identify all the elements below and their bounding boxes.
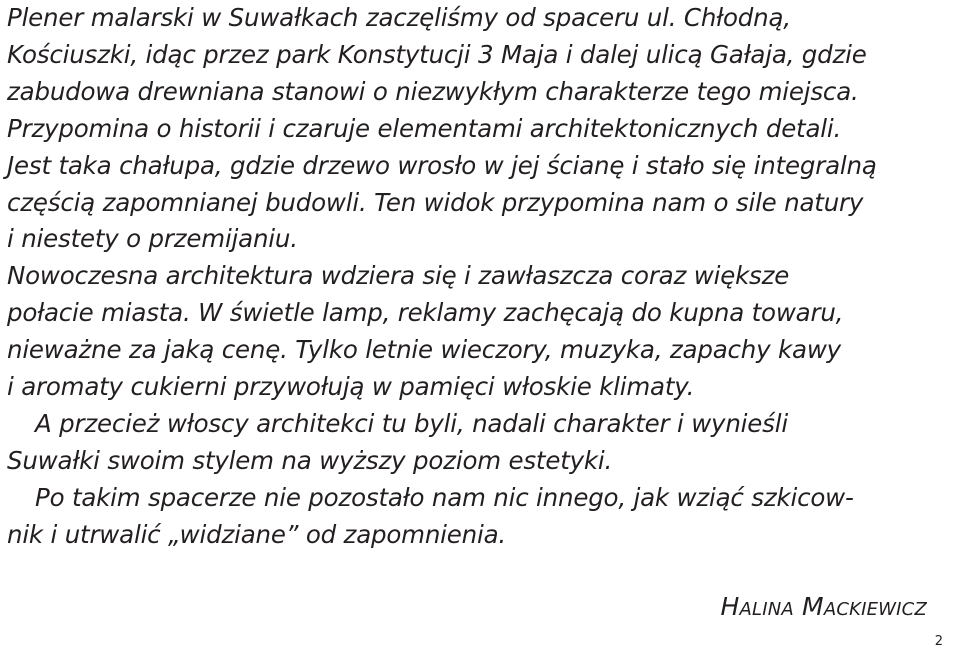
essay-text xyxy=(7,0,937,554)
text-line: Plener malarski w Suwałkach zaczęliśmy od spaceru ul. Chłodną, xyxy=(7,3,791,32)
text-line: nik i utrwalić „widziane” od zapomnienia. xyxy=(7,519,506,549)
text-line: połacie miasta. W świetle lamp, reklamy zachęcają do kupna towaru, xyxy=(7,298,844,328)
text-line: częścią zapomnianej budowli. Ten widok przypomina nam o sile natury xyxy=(7,187,864,217)
page-number: 2 xyxy=(934,634,943,649)
text-line: Jest taka chałupa, gdzie drzewo wrosło w jej ścianę i stało się integralną xyxy=(7,150,877,180)
text-line: Przypomina o historii i czaruje elementami architektonicznych detali. xyxy=(7,113,842,143)
text-line: i aromaty cukierni przywołują w pamięci włoskie klimaty. xyxy=(7,372,695,402)
text-line: Po takim spacerze nie pozostało nam nic innego, jak wziąć szkicow- xyxy=(35,482,854,512)
text-line: zabudowa drewniana stanowi o niezwykłym charakterze tego miejsca. xyxy=(7,76,859,106)
text-line: Nowoczesna architektura wdziera się i zawłaszcza coraz większe xyxy=(7,261,790,291)
text-line: A przecież włoscy architekci tu byli, nadali charakter i wynieśli xyxy=(35,408,788,438)
author-signature: Halina Mackiewicz xyxy=(720,592,927,621)
text-line: nieważne za jaką cenę. Tylko letnie wieczory, muzyka, zapachy kawy xyxy=(7,335,841,365)
text-line: i niestety o przemijaniu. xyxy=(7,224,298,254)
text-line: Suwałki swoim stylem na wyższy poziom estetyki. xyxy=(7,445,613,475)
text-line: Kościuszki, idąc przez park Konstytucji 3 Maja i dalej ulicą Gałaja, gdzie xyxy=(7,39,867,69)
